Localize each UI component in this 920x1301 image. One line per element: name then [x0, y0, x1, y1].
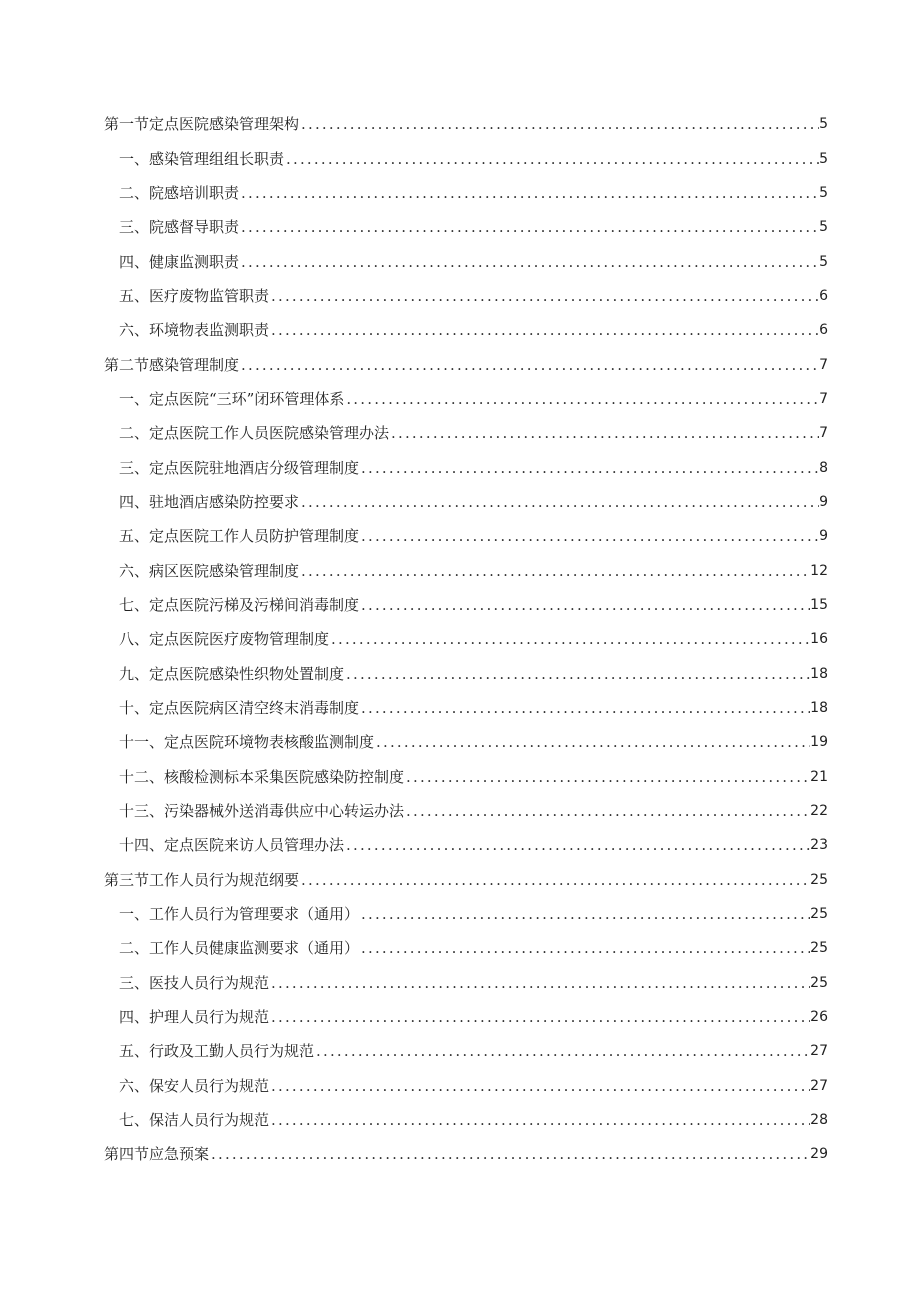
toc-entry-title: 五、定点医院工作人员防护管理制度	[119, 527, 360, 546]
toc-subsection-entry[interactable]	[104, 649, 828, 683]
toc-subsection-entry[interactable]	[104, 409, 828, 443]
toc-page-number: 12	[810, 562, 828, 579]
toc-dot-leader	[329, 629, 810, 649]
toc-dot-leader	[359, 904, 810, 924]
toc-page-number: 27	[810, 1077, 828, 1094]
toc-subsection-entry[interactable]	[104, 1061, 828, 1095]
toc-entry-title: 第一节定点医院感染管理架构	[104, 115, 300, 134]
toc-page-number: 25	[810, 905, 828, 922]
toc-subsection-entry[interactable]	[104, 203, 828, 237]
toc-page-number: 16	[810, 631, 828, 648]
toc-dot-leader	[359, 698, 810, 718]
toc-dot-leader	[299, 561, 810, 581]
toc-dot-leader	[239, 252, 819, 272]
toc-subsection-entry[interactable]	[104, 1027, 828, 1061]
toc-dot-leader	[359, 526, 819, 546]
toc-dot-leader	[239, 217, 819, 237]
toc-page-number: 23	[810, 837, 828, 854]
toc-page-number: 6	[819, 287, 828, 304]
toc-subsection-entry[interactable]	[104, 443, 828, 477]
toc-page-number: 19	[810, 734, 828, 751]
toc-page-number: 18	[810, 665, 828, 682]
toc-page-number: 21	[810, 768, 828, 785]
toc-entry-title: 三、医技人员行为规范	[119, 973, 270, 992]
toc-dot-leader	[359, 595, 810, 615]
toc-dot-leader	[269, 1076, 810, 1096]
toc-subsection-entry[interactable]	[104, 134, 828, 168]
toc-entry-title: 五、行政及工勤人员行为规范	[119, 1042, 315, 1061]
toc-page-number: 5	[819, 116, 828, 133]
toc-entry-title: 第四节应急预案	[104, 1145, 210, 1164]
toc-subsection-entry[interactable]	[104, 924, 828, 958]
toc-page-number: 25	[810, 940, 828, 957]
toc-dot-leader	[299, 870, 810, 890]
toc-subsection-entry[interactable]	[104, 752, 828, 786]
toc-page-number: 25	[810, 871, 828, 888]
toc-dot-leader	[389, 423, 819, 443]
toc-page-number: 7	[819, 356, 828, 373]
toc-subsection-entry[interactable]	[104, 718, 828, 752]
toc-subsection-entry[interactable]	[104, 1096, 828, 1130]
toc-entry-title: 十、定点医院病区清空终末消毒制度	[119, 698, 360, 717]
toc-page-number: 5	[819, 184, 828, 201]
toc-subsection-entry[interactable]	[104, 512, 828, 546]
toc-subsection-entry[interactable]	[104, 375, 828, 409]
toc-page-number: 7	[819, 425, 828, 442]
toc-subsection-entry[interactable]	[104, 787, 828, 821]
toc-dot-leader	[269, 973, 810, 993]
toc-dot-leader	[269, 286, 819, 306]
toc-entry-title: 十三、污染器械外送消毒供应中心转运办法	[119, 801, 405, 820]
table-of-contents	[104, 100, 828, 1164]
toc-entry-title: 七、定点医院污梯及污梯间消毒制度	[119, 595, 360, 614]
toc-entry-title: 六、病区医院感染管理制度	[119, 561, 300, 580]
toc-dot-leader	[299, 492, 819, 512]
toc-page-number: 9	[819, 528, 828, 545]
toc-entry-title: 十二、核酸检测标本采集医院感染防控制度	[119, 767, 405, 786]
toc-dot-leader	[404, 801, 810, 821]
toc-dot-leader	[269, 320, 819, 340]
toc-subsection-entry[interactable]	[104, 546, 828, 580]
toc-section-entry[interactable]	[104, 855, 828, 889]
toc-entry-title: 四、护理人员行为规范	[119, 1007, 270, 1026]
toc-page-number: 18	[810, 699, 828, 716]
toc-entry-title: 三、定点医院驻地酒店分级管理制度	[119, 458, 360, 477]
toc-subsection-entry[interactable]	[104, 478, 828, 512]
toc-subsection-entry[interactable]	[104, 993, 828, 1027]
toc-page-number: 15	[810, 596, 828, 613]
toc-dot-leader	[269, 1007, 810, 1027]
toc-subsection-entry[interactable]	[104, 169, 828, 203]
toc-dot-leader	[359, 938, 810, 958]
toc-subsection-entry[interactable]	[104, 615, 828, 649]
toc-subsection-entry[interactable]	[104, 821, 828, 855]
toc-subsection-entry[interactable]	[104, 272, 828, 306]
toc-page-number: 7	[819, 390, 828, 407]
toc-page-number: 9	[819, 493, 828, 510]
toc-dot-leader	[239, 183, 819, 203]
toc-entry-title: 第二节感染管理制度	[104, 355, 240, 374]
toc-entry-title: 二、工作人员健康监测要求（通用）	[119, 939, 360, 958]
toc-dot-leader	[314, 1041, 810, 1061]
toc-entry-title: 七、保洁人员行为规范	[119, 1110, 270, 1129]
toc-subsection-entry[interactable]	[104, 237, 828, 271]
toc-entry-title: 四、驻地酒店感染防控要求	[119, 492, 300, 511]
toc-dot-leader	[359, 458, 819, 478]
toc-subsection-entry[interactable]	[104, 890, 828, 924]
toc-dot-leader	[344, 389, 819, 409]
toc-page-number: 6	[819, 322, 828, 339]
toc-subsection-entry[interactable]	[104, 581, 828, 615]
toc-subsection-entry[interactable]	[104, 306, 828, 340]
toc-page-number: 29	[810, 1146, 828, 1163]
toc-entry-title: 八、定点医院医疗废物管理制度	[119, 630, 330, 649]
toc-entry-title: 二、定点医院工作人员医院感染管理办法	[119, 424, 390, 443]
toc-subsection-entry[interactable]	[104, 684, 828, 718]
toc-page-number: 8	[819, 459, 828, 476]
toc-dot-leader	[269, 1110, 810, 1130]
toc-entry-title: 一、感染管理组组长职责	[119, 149, 285, 168]
toc-dot-leader	[284, 149, 819, 169]
toc-page-number: 27	[810, 1043, 828, 1060]
toc-dot-leader	[299, 114, 819, 134]
toc-page-number: 5	[819, 150, 828, 167]
toc-page-number: 5	[819, 219, 828, 236]
toc-section-entry[interactable]	[104, 340, 828, 374]
toc-entry-title: 十一、定点医院环境物表核酸监测制度	[119, 733, 375, 752]
toc-entry-title: 四、健康监测职责	[119, 252, 240, 271]
toc-subsection-entry[interactable]	[104, 958, 828, 992]
toc-page-number: 5	[819, 253, 828, 270]
toc-dot-leader	[344, 835, 810, 855]
toc-entry-title: 五、医疗废物监管职责	[119, 286, 270, 305]
toc-page-number: 26	[810, 1008, 828, 1025]
toc-entry-title: 九、定点医院感染性织物处置制度	[119, 664, 345, 683]
toc-dot-leader	[374, 732, 810, 752]
toc-dot-leader	[344, 664, 810, 684]
toc-dot-leader	[404, 767, 810, 787]
toc-page-number: 25	[810, 974, 828, 991]
toc-dot-leader	[239, 355, 819, 375]
toc-entry-title: 一、定点医院“三环”闭环管理体系	[119, 389, 345, 408]
toc-entry-title: 六、环境物表监测职责	[119, 321, 270, 340]
toc-page-number: 28	[810, 1111, 828, 1128]
toc-section-entry[interactable]	[104, 100, 828, 134]
toc-dot-leader	[209, 1144, 810, 1164]
toc-page-number: 22	[810, 802, 828, 819]
toc-section-entry[interactable]	[104, 1130, 828, 1164]
toc-entry-title: 二、院感培训职责	[119, 183, 240, 202]
toc-entry-title: 十四、定点医院来访人员管理办法	[119, 836, 345, 855]
toc-entry-title: 六、保安人员行为规范	[119, 1076, 270, 1095]
toc-entry-title: 一、工作人员行为管理要求（通用）	[119, 904, 360, 923]
toc-entry-title: 三、院感督导职责	[119, 218, 240, 237]
toc-entry-title: 第三节工作人员行为规范纲要	[104, 870, 300, 889]
